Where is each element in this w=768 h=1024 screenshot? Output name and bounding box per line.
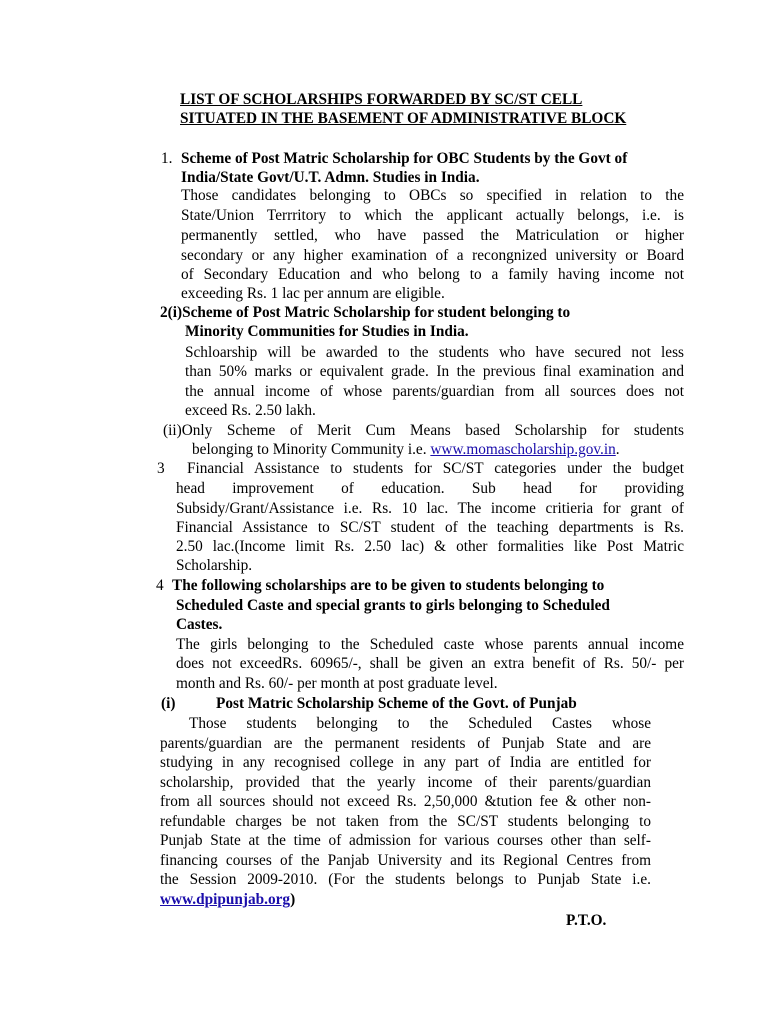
sub-i-link-line xyxy=(160,890,295,910)
sub-i-body-line: Those students belonging to the Scheduled Castes whose xyxy=(189,715,651,732)
sub-i-heading: Post Matric Scholarship Scheme of the Govt. of Punjab xyxy=(216,695,577,712)
item-4-heading-line-1: The following scholarships are to be given to students belonging to xyxy=(172,577,605,594)
sub-i-body-line: refundable charges be not taken from the SC/ST students belonging to xyxy=(160,813,651,830)
sub-i-close-paren: ) xyxy=(290,891,296,908)
title-line-2: SITUATED IN THE BASEMENT OF ADMINISTRATIVE BLOCK xyxy=(180,110,627,127)
item-2-ii-line-1: (ii)Only Scheme of Merit Cum Means based Scholarship for students xyxy=(163,422,684,439)
item-2-ii-text: belonging to Minority Community i.e. xyxy=(192,441,431,458)
momascholarship-link[interactable]: www.momascholarship.gov.in xyxy=(430,441,616,458)
item-3-number: 3 xyxy=(157,460,165,477)
item-2-ii-line-2 xyxy=(192,440,620,460)
item-2-body-line: than 50% marks or equivalent grade. In the previous final examination and xyxy=(185,363,684,380)
item-2-body-line: the annual income of whose parents/guardian from all sources does not xyxy=(185,383,684,400)
item-1-heading-line-2: India/State Govt/U.T. Admn. Studies in India. xyxy=(181,169,480,186)
item-1-body-line: permanently settled, who have passed the Matriculation or higher xyxy=(181,227,684,244)
dpipunjab-link[interactable]: www.dpipunjab.org xyxy=(160,891,291,908)
item-3-line-1: Financial Assistance to students for SC/ST categories under the budget xyxy=(187,460,684,477)
sub-i-body-line: parents/guardian are the permanent residents of Punjab State and are xyxy=(160,735,651,752)
item-3-body-line: Subsidy/Grant/Assistance i.e. Rs. 10 lac. The income critieria for grant of xyxy=(176,500,684,517)
item-1-heading-line-1: Scheme of Post Matric Scholarship for OBC Students by the Govt of xyxy=(181,150,628,167)
item-2-ii-period: . xyxy=(615,441,620,458)
item-1-body-line: State/Union Terrritory to which the applicant actually belongs, i.e. is xyxy=(181,207,684,224)
sub-i-body-line: the Session 2009-2010. (For the students belongs to Punjab State i.e. xyxy=(160,871,651,888)
item-4-body-line: does not exceedRs. 60965/-, shall be given an extra benefit of Rs. 50/- per xyxy=(176,655,684,672)
item-1-number: 1. xyxy=(161,150,173,167)
item-1-body-line: Those candidates belonging to OBCs so specified in relation to the xyxy=(181,187,684,204)
sub-i-body-line: studying in any recognised college in any part of India are entitled for xyxy=(160,754,651,771)
item-4-body-line: month and Rs. 60/- per month at post graduate level. xyxy=(176,675,498,692)
title-line-1: LIST OF SCHOLARSHIPS FORWARDED BY SC/ST CELL xyxy=(180,91,583,108)
pto-label: P.T.O. xyxy=(566,912,607,929)
item-4-number: 4 xyxy=(156,577,164,594)
sub-i-body-line: scholarship, provided that the yearly income of their parents/guardian xyxy=(160,774,651,791)
item-1-body-line: of Secondary Education and who belong to a family having income not xyxy=(181,266,684,283)
sub-i-number: (i) xyxy=(161,695,176,712)
item-1-body-line: exceeding Rs. 1 lac per annum are eligible. xyxy=(181,285,445,302)
item-2-heading-line-1: 2(i)Scheme of Post Matric Scholarship for student belonging to xyxy=(160,304,571,321)
item-4-heading-line-3: Castes. xyxy=(176,616,223,633)
item-3-body-line: 2.50 lac.(Income limit Rs. 2.50 lac) & other formalities like Post Matric xyxy=(176,538,684,555)
item-2-heading-line-2: Minority Communities for Studies in India. xyxy=(185,323,469,340)
sub-i-body-line: from all sources should not exceed Rs. 2,50,000 &tution fee & other non- xyxy=(160,793,651,810)
item-4-heading-line-2: Scheduled Caste and special grants to girls belonging to Scheduled xyxy=(176,597,610,614)
sub-i-body-line: Punjab State at the time of admission for various courses other than self- xyxy=(160,832,651,849)
item-2-body-line: Schloarship will be awarded to the students who have secured not less xyxy=(185,344,684,361)
item-3-body-line: Scholarship. xyxy=(176,557,253,574)
item-2-body-line: exceed Rs. 2.50 lakh. xyxy=(185,402,316,419)
item-4-body-line: The girls belonging to the Scheduled caste whose parents annual income xyxy=(176,636,684,653)
item-3-body-line: head improvement of education. Sub head for providing xyxy=(176,480,684,497)
item-3-body-line: Financial Assistance to SC/ST student of the teaching departments is Rs. xyxy=(176,519,684,536)
item-1-body-line: secondary or any higher examination of a recongnized university or Board xyxy=(181,247,684,264)
sub-i-body-line: financing courses of the Panjab University and its Regional Centres from xyxy=(160,852,651,869)
